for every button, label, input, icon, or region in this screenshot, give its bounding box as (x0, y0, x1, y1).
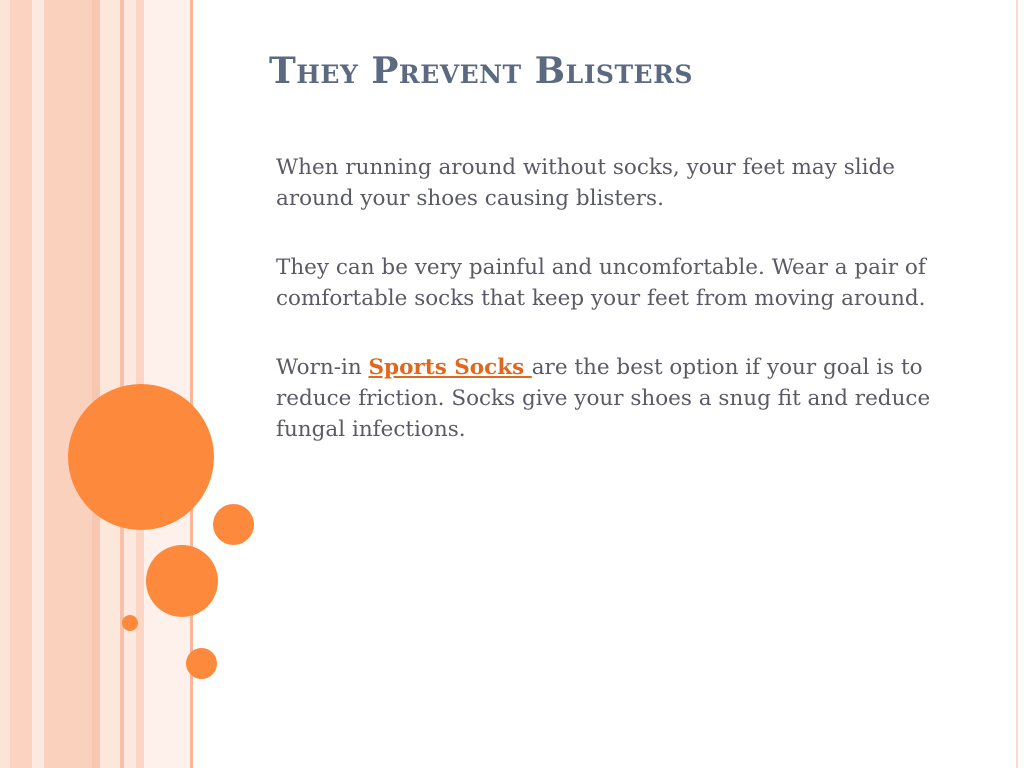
decor-circle-tiny (122, 615, 138, 631)
paragraph-3-rest: are the best option if your goal is to reduce friction. Socks give your shoes a snug fit and reduce fungal infections. (276, 355, 931, 442)
sports-socks-link[interactable]: Sports Socks (368, 355, 532, 380)
decor-circle-small (186, 648, 217, 679)
decor-stripe (92, 0, 100, 768)
slide-title: They Prevent Blisters (269, 50, 693, 92)
decor-circle-large (68, 384, 214, 530)
decor-stripe (100, 0, 120, 768)
paragraph-2: They can be very painful and uncomfortable. Wear a pair of comfortable socks that keep your feet from moving around. (276, 255, 926, 311)
decor-stripe (44, 0, 92, 768)
slide-body (276, 152, 966, 483)
decor-circle-medium (146, 545, 218, 617)
paragraph-3 (276, 352, 966, 445)
paragraph-1: When running around without socks, your feet may slide around your shoes causing blisters. (276, 155, 895, 211)
paragraph-3-lead: Worn-in (276, 355, 369, 380)
decor-stripe (10, 0, 32, 768)
decor-stripe (32, 0, 44, 768)
decor-stripe (0, 0, 10, 768)
decor-circle-small (213, 504, 254, 545)
decor-border-right (1016, 0, 1018, 768)
